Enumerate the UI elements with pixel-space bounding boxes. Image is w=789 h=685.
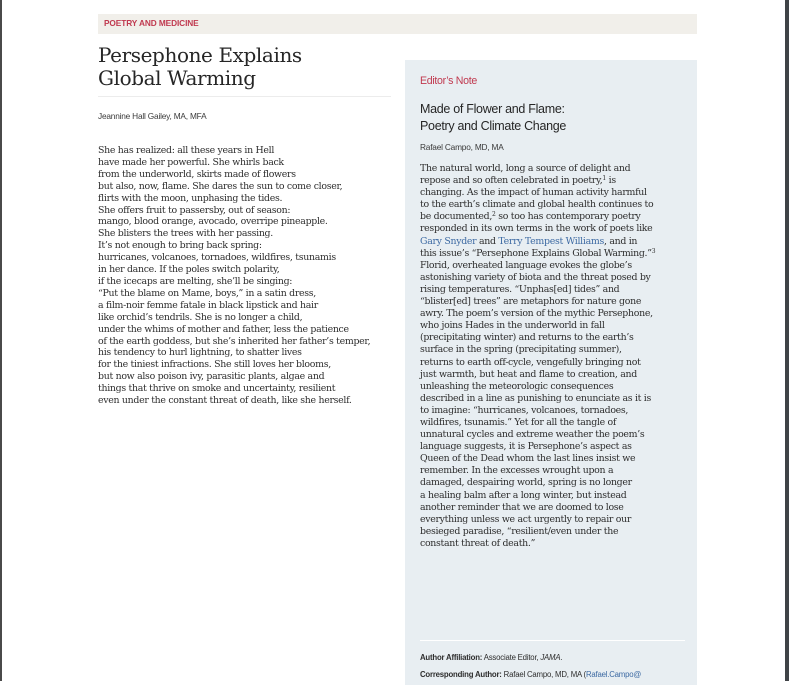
affiliation-divider (420, 640, 685, 641)
body-line (420, 236, 695, 248)
body-line: The natural world, long a source of delight and (420, 163, 631, 174)
editors-note-body (420, 163, 695, 550)
body-line: everything unless we act urgently to repair our (420, 513, 632, 525)
body-line: Florid, overheated language evokes the globe’s (420, 259, 632, 271)
email-link[interactable]: Rafael.Campo@ (585, 670, 642, 679)
body-line: described in a line as punishing to enunciate as it is (420, 392, 652, 404)
poem-line: “Put the blame on Mame, boys,” in a satin dress, (98, 287, 316, 299)
poem-line: She blisters the trees with her passing. (98, 228, 273, 240)
body-line: rising temperatures. “Unphas[ed] tides” and (420, 283, 620, 295)
editors-note-title-line-1: Made of Flower and Flame: (420, 102, 565, 116)
poem-line: but also, now, flame. She dares the sun to come closer, (98, 180, 343, 192)
page-edge-left (0, 0, 2, 681)
body-line: responded in its own terms in the work of poets like (420, 223, 653, 235)
poem-line: like orchid’s tendrils. She is no longer a child, (98, 311, 303, 323)
body-line: damaged, despairing world, spring is no longer (420, 477, 632, 489)
corresponding-label: Corresponding Author: (420, 670, 502, 679)
poem-line: even under the constant threat of death, like she herself. (98, 395, 352, 407)
body-line: another reminder that we are doomed to lose (420, 501, 624, 513)
body-line: (precipitating winter) and returns to the earth’s (420, 332, 634, 344)
body-line: unnatural cycles and extreme weather the poem’s (420, 429, 645, 441)
author-affiliation (420, 653, 562, 662)
body-text: and (476, 235, 499, 247)
poem-line: if the icecaps are melting, she’ll be singing: (98, 275, 293, 287)
reference-1[interactable]: 1 (602, 175, 606, 183)
body-text: repose and so often celebrated in poetry, (420, 175, 603, 187)
section-label: POETRY AND MEDICINE (104, 18, 199, 28)
body-line: remember. In the excesses wrought upon a (420, 465, 614, 477)
body-line: a healing balm after a long winter, but instead (420, 489, 627, 501)
journal-name: JAMA (540, 653, 561, 662)
corresponding-author (420, 670, 641, 679)
body-line (420, 175, 695, 187)
poem-line: have made her powerful. She whirls back (98, 156, 284, 168)
body-line: just warmth, but heat and flame to creation, and (420, 368, 637, 380)
poem-line: She has realized: all these years in Hell (98, 145, 275, 156)
editors-note-author: Rafael Campo, MD, MA (420, 142, 504, 152)
poem-line: It’s not enough to bring back spring: (98, 240, 262, 252)
poem-line: for the tiniest infractions. She still loves her blooms, (98, 359, 331, 371)
poem-author: Jeannine Hall Gailey, MA, MFA (98, 111, 207, 121)
body-line (420, 248, 695, 260)
body-text: so too has contemporary poetry (495, 211, 641, 223)
poem-body (98, 145, 398, 407)
poem-line: his tendency to hurl lightning, to shatter lives (98, 347, 302, 359)
link-gary-snyder[interactable]: Gary Snyder (420, 235, 477, 247)
body-text: is (605, 175, 616, 187)
section-header-band (98, 14, 697, 34)
editors-note-label: Editor’s Note (420, 75, 477, 87)
body-line: besieged paradise, “resilient/even under the (420, 525, 619, 537)
poem-line: a film-noir femme fatale in black lipstick and hair (98, 299, 318, 311)
body-line: changing. As the impact of human activity harmful (420, 187, 647, 199)
poem-line: things that thrive on smoke and uncertainty, resilient (98, 383, 336, 395)
corresponding-text: Rafael Campo, MD, MA ( (501, 670, 586, 679)
body-line: Queen of the Dead whom the last lines insist we (420, 453, 636, 465)
body-line: to the earth’s climate and global health continues to (420, 199, 654, 211)
poem-line: mango, blood orange, avocado, overripe pineapple. (98, 216, 328, 228)
poem-line: of the earth goddess, but she’s inherited her father’s temper, (98, 335, 371, 347)
body-line: surface in the spring (precipitating summer), (420, 344, 622, 356)
body-line: to imagine: “hurricanes, volcanoes, tornadoes, (420, 404, 629, 416)
body-line: who joins Hades in the underworld in fall (420, 320, 605, 332)
body-line: language suggests, it is Persephone’s aspect as (420, 441, 632, 453)
title-divider (98, 96, 391, 97)
editors-note-title (420, 101, 690, 135)
poem-title-line-2: Global Warming (98, 66, 256, 90)
affiliation-text: Associate Editor, (482, 653, 541, 662)
body-text: this issue’s “Persephone Explains Global Warming.” (420, 247, 652, 259)
affiliation-end: . (560, 653, 563, 662)
reference-3[interactable]: 3 (651, 247, 656, 255)
body-text: , and in (603, 235, 638, 247)
body-line: constant threat of death.” (420, 537, 536, 549)
poem-title-line-1: Persephone Explains (98, 43, 302, 67)
poem-line: in her dance. If the poles switch polarity, (98, 264, 280, 276)
reference-2[interactable]: 2 (492, 211, 496, 219)
poem-line: She offers fruit to passersby, out of season: (98, 204, 291, 216)
body-line (420, 211, 695, 223)
body-line: unleashing the meteorologic consequences (420, 380, 614, 392)
poem-line: from the underworld, skirts made of flowers (98, 168, 296, 180)
body-line: “blister[ed] trees” are metaphors for nature gone (420, 296, 642, 308)
poem-line: flirts with the moon, unphasing the tides. (98, 192, 283, 204)
body-line: returns to earth off-cycle, vengefully bringing not (420, 356, 641, 368)
poem-title (98, 44, 388, 90)
editors-note-sidebar (405, 60, 697, 685)
poem-line: under the whims of mother and father, less the patience (98, 323, 349, 335)
page-edge-right (785, 0, 789, 681)
editors-note-title-line-2: Poetry and Climate Change (420, 119, 567, 133)
body-continuation (420, 260, 695, 550)
body-text: be documented, (420, 211, 493, 223)
body-line: awry. The poem’s version of the mythic Persephone, (420, 308, 653, 320)
affiliation-label: Author Affiliation: (420, 653, 483, 662)
body-line: astonishing variety of biota and the threat posed by (420, 271, 651, 283)
link-terry-tempest-williams[interactable]: Terry Tempest Williams (498, 235, 604, 247)
poem-line: hurricanes, volcanoes, tornadoes, wildfires, tsunamis (98, 252, 336, 264)
body-line: wildfires, tsunamis.” Yet for all the tangle of (420, 416, 617, 428)
poem-line: but now also poison ivy, parasitic plants, algae and (98, 371, 325, 383)
